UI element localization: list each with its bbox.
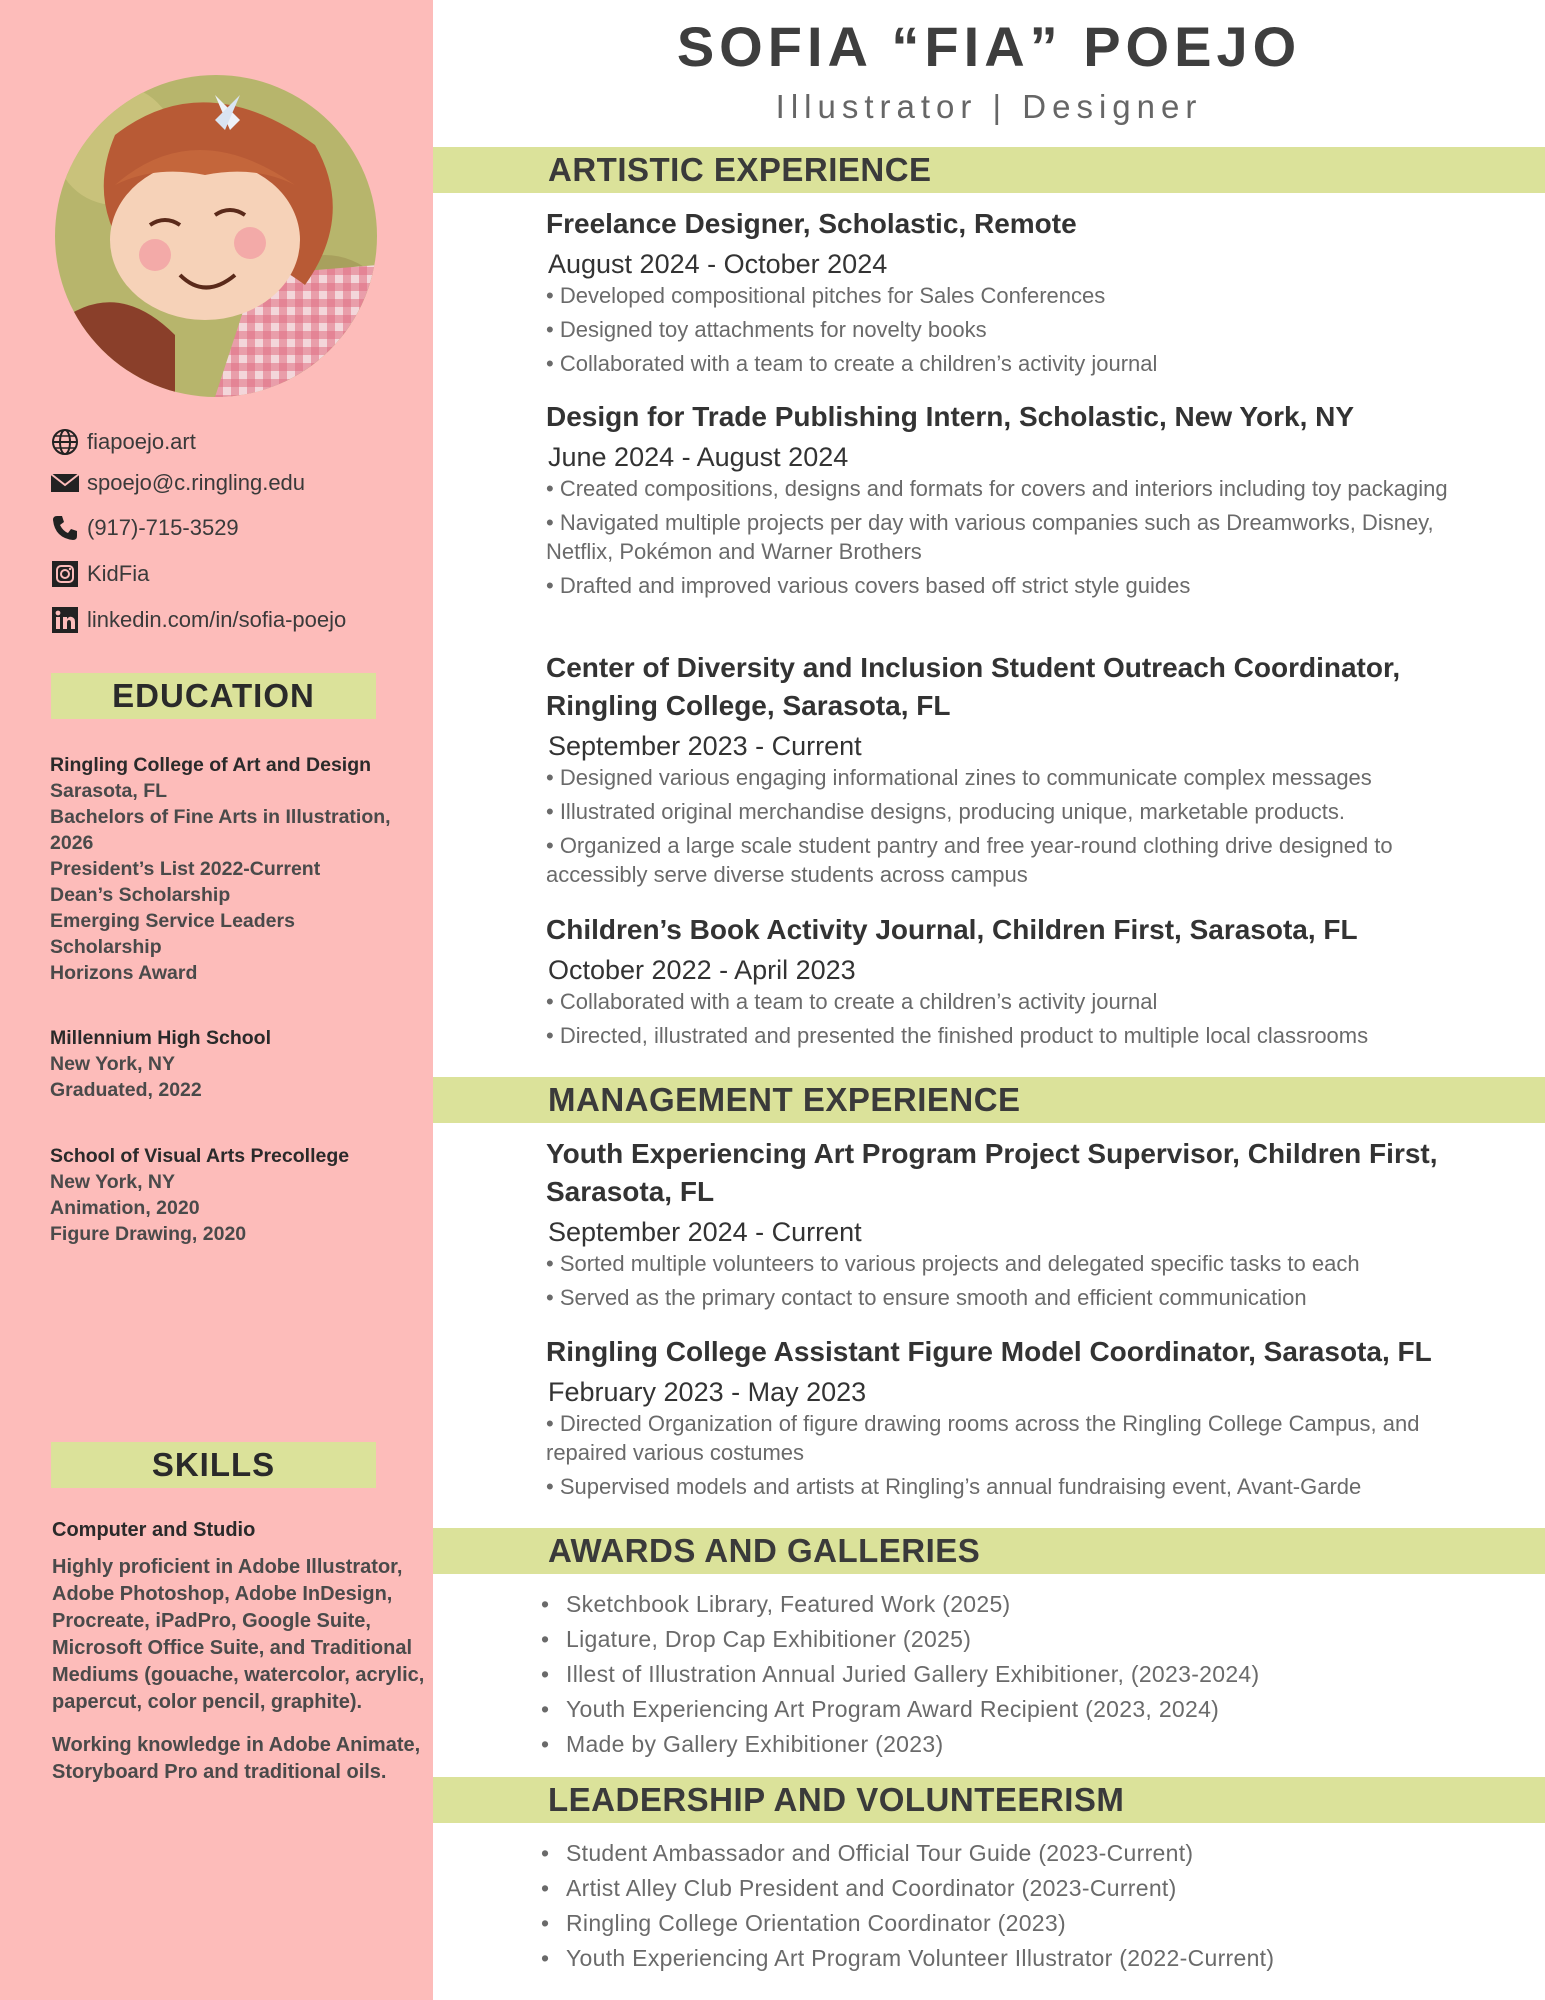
list-item: • Artist Alley Club President and Coordinator (2023-Current) xyxy=(566,1871,1466,1906)
job-bullet: • Supervised models and artists at Ringling’s annual fundraising event, Avant-Garde xyxy=(546,1474,1362,1499)
job-bullet: • Collaborated with a team to create a children’s activity journal xyxy=(546,351,1158,376)
school-detail: 2026 xyxy=(50,832,94,854)
school-detail: Emerging Service Leaders xyxy=(50,910,295,932)
section-heading-management xyxy=(433,1077,1545,1123)
job-dates: September 2023 - Current xyxy=(548,731,862,761)
job-bullet: • Designed toy attachments for novelty books xyxy=(546,317,987,342)
school-detail: New York, NY xyxy=(50,1171,175,1193)
mail-icon xyxy=(49,467,81,499)
section-heading-artistic xyxy=(433,147,1545,193)
job-title: Design for Trade Publishing Intern, Scholastic, New York, NY xyxy=(546,401,1355,432)
job-entry xyxy=(546,1135,1486,1312)
school-detail: Figure Drawing, 2020 xyxy=(50,1223,247,1245)
skills-content xyxy=(52,1517,427,1786)
linkedin-icon xyxy=(49,604,81,636)
contact-website[interactable] xyxy=(49,422,196,462)
skills-paragraph: Highly proficient in Adobe Illustrator, Adobe Photoshop, Adobe InDesign, Procreate, iPadPro, Google Suite, Microsoft Office Suite, and Traditional Mediums (gouache, watercolor, acrylic, papercut, color pencil, graphite). xyxy=(52,1556,425,1713)
school-detail: Sarasota, FL xyxy=(50,780,168,802)
contact-text: linkedin.com/in/sofia-poejo xyxy=(87,607,347,632)
job-bullet: • Designed various engaging informational zines to communicate complex messages xyxy=(546,765,1372,790)
school-detail: Graduated, 2022 xyxy=(50,1079,202,1101)
portrait-illustration xyxy=(55,75,377,397)
contact-phone[interactable] xyxy=(49,508,239,548)
skills-heading: SKILLS xyxy=(51,1442,376,1488)
list-item: • Made by Gallery Exhibitioner (2023) xyxy=(566,1727,1466,1762)
school-detail: Dean’s Scholarship xyxy=(50,884,231,906)
education-heading: EDUCATION xyxy=(51,673,376,719)
job-bullet: • Drafted and improved various covers based off strict style guides xyxy=(546,573,1191,598)
school-detail: Horizons Award xyxy=(50,962,198,984)
job-bullet: • Organized a large scale student pantry and free year-round clothing drive designed to accessibly serve diverse students across campus xyxy=(546,833,1393,887)
job-bullet: • Illustrated original merchandise designs, producing unique, marketable products. xyxy=(546,799,1345,824)
school-detail: President’s List 2022-Current xyxy=(50,858,321,880)
job-title: Children’s Book Activity Journal, Children First, Sarasota, FL xyxy=(546,914,1358,945)
contact-linkedin[interactable] xyxy=(49,600,346,640)
school-detail: Scholarship xyxy=(50,936,162,958)
job-bullet: • Directed Organization of figure drawing rooms across the Ringling College Campus, and repaired various costumes xyxy=(546,1411,1420,1465)
job-dates: June 2024 - August 2024 xyxy=(548,442,849,472)
contact-email[interactable] xyxy=(49,463,305,503)
job-title: Center of Diversity and Inclusion Student Outreach Coordinator, Ringling College, Sarasota, FL xyxy=(546,652,1401,721)
job-bullet: • Sorted multiple volunteers to various projects and delegated specific tasks to each xyxy=(546,1251,1360,1276)
sidebar xyxy=(0,0,433,2000)
list-item: • Illest of Illustration Annual Juried Gallery Exhibitioner, (2023-2024) xyxy=(566,1657,1466,1692)
section-heading-text: MANAGEMENT EXPERIENCE xyxy=(548,1081,1021,1118)
school-detail: New York, NY xyxy=(50,1053,175,1075)
job-entry xyxy=(546,205,1486,378)
job-title: Youth Experiencing Art Program Project Supervisor, Children First, Sarasota, FL xyxy=(546,1138,1438,1207)
education-school-sva xyxy=(50,1143,420,1247)
section-heading-text: ARTISTIC EXPERIENCE xyxy=(548,151,932,188)
job-bullet: • Navigated multiple projects per day with various companies such as Dreamworks, Disney, Netflix, Pokémon and Warner Brothers xyxy=(546,510,1434,564)
job-bullet: • Served as the primary contact to ensure smooth and efficient communication xyxy=(546,1285,1307,1310)
contact-text: (917)-715-3529 xyxy=(87,515,239,540)
instagram-icon xyxy=(49,558,81,590)
skills-subheading: Computer and Studio xyxy=(52,1519,256,1541)
job-bullet: • Developed compositional pitches for Sales Conferences xyxy=(546,283,1106,308)
education-school-millennium xyxy=(50,1025,420,1103)
contact-text: spoejo@c.ringling.edu xyxy=(87,470,306,495)
list-item: • Student Ambassador and Official Tour Guide (2023-Current) xyxy=(566,1836,1466,1871)
job-bullet: • Collaborated with a team to create a children’s activity journal xyxy=(546,989,1158,1014)
job-title: Ringling College Assistant Figure Model Coordinator, Sarasota, FL xyxy=(546,1336,1432,1367)
school-detail: Animation, 2020 xyxy=(50,1197,200,1219)
school-name: Ringling College of Art and Design xyxy=(50,754,372,776)
job-entry xyxy=(546,911,1486,1050)
job-bullet: • Directed, illustrated and presented the finished product to multiple local classrooms xyxy=(546,1023,1369,1048)
contact-text: fiapoejo.art xyxy=(87,429,196,454)
phone-icon xyxy=(49,512,81,544)
page-subtitle: Illustrator | Designer xyxy=(775,88,1203,125)
section-heading-awards xyxy=(433,1528,1545,1574)
globe-icon xyxy=(49,426,81,458)
job-dates: October 2022 - April 2023 xyxy=(548,955,856,985)
job-dates: September 2024 - Current xyxy=(548,1217,862,1247)
skills-paragraph: Working knowledge in Adobe Animate, Storyboard Pro and traditional oils. xyxy=(52,1734,421,1783)
list-item: • Youth Experiencing Art Program Award Recipient (2023, 2024) xyxy=(566,1692,1466,1727)
job-dates: February 2023 - May 2023 xyxy=(548,1377,867,1407)
page-title: SOFIA “FIA” POEJO xyxy=(676,15,1302,78)
list-item: • Ligature, Drop Cap Exhibitioner (2025) xyxy=(566,1622,1466,1657)
job-entry xyxy=(546,649,1486,889)
job-bullet: • Created compositions, designs and formats for covers and interiors including toy packaging xyxy=(546,476,1448,501)
school-name: Millennium High School xyxy=(50,1027,271,1049)
list-item: • Youth Experiencing Art Program Volunteer Illustrator (2022-Current) xyxy=(566,1941,1466,1976)
job-entry xyxy=(546,1333,1486,1501)
awards-list xyxy=(566,1587,1466,1762)
section-heading-leadership xyxy=(433,1777,1545,1823)
job-dates: August 2024 - October 2024 xyxy=(548,249,888,279)
job-entry xyxy=(546,398,1486,600)
list-item: • Ringling College Orientation Coordinator (2023) xyxy=(566,1906,1466,1941)
education-school-ringling xyxy=(50,752,420,986)
section-heading-text: AWARDS AND GALLERIES xyxy=(548,1532,981,1569)
leadership-list xyxy=(566,1836,1466,1976)
contact-text: KidFia xyxy=(87,561,150,586)
list-item: • Sketchbook Library, Featured Work (2025) xyxy=(566,1587,1466,1622)
job-title: Freelance Designer, Scholastic, Remote xyxy=(546,208,1077,239)
school-name: School of Visual Arts Precollege xyxy=(50,1145,350,1167)
section-heading-text: LEADERSHIP AND VOLUNTEERISM xyxy=(548,1781,1125,1818)
school-detail: Bachelors of Fine Arts in Illustration, xyxy=(50,806,391,828)
contact-instagram[interactable] xyxy=(49,554,149,594)
